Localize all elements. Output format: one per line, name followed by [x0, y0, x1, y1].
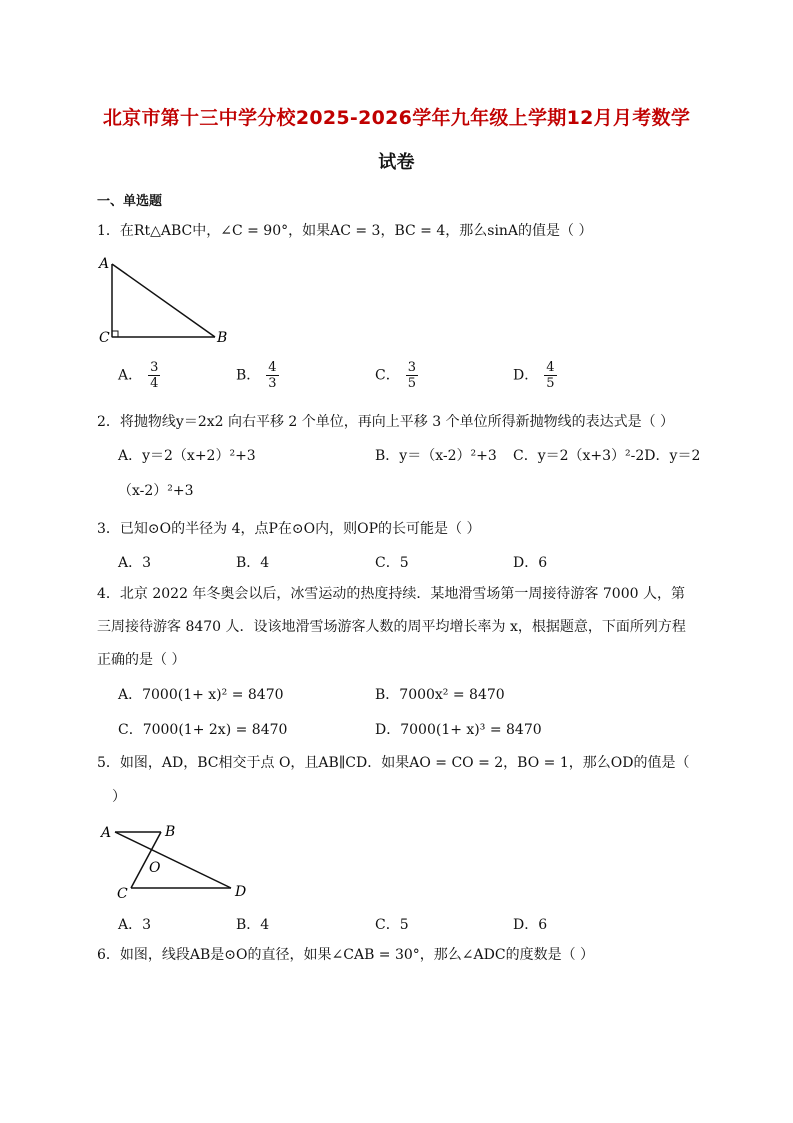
- q5-label-o: O: [149, 860, 161, 876]
- q5-stem-end: ）: [112, 789, 126, 805]
- q1-option-b[interactable]: B． $\frac{4}{3}$: [236, 360, 277, 391]
- q4-option-a[interactable]: A．7000(1+ x)² = 8470: [118, 687, 284, 703]
- q3-option-a[interactable]: A．3: [118, 555, 152, 571]
- q1-label-a: A: [99, 256, 110, 272]
- q1-label-b: B: [217, 330, 228, 346]
- q5-parallel-figure: [95, 818, 265, 903]
- q2-option-d-continued: （x-2）²+3: [118, 483, 194, 499]
- q5-label-c: C: [117, 886, 128, 902]
- q2-option-cd[interactable]: C．y＝2（x+3）²-2D．y＝2: [513, 448, 701, 464]
- q4-option-d[interactable]: D．7000(1+ x)³ = 8470: [375, 722, 542, 738]
- q4-option-b[interactable]: B．7000x² = 8470: [375, 687, 505, 703]
- q5-option-c[interactable]: C．5: [375, 917, 409, 933]
- q2-option-a[interactable]: A．y＝2（x+2）²+3: [118, 448, 256, 464]
- q1-triangle-figure: [95, 252, 245, 352]
- q5-label-a: A: [101, 825, 112, 841]
- exam-title-line1: 北京市第十三中学分校2025-2026学年九年级上学期12月月考数学: [102, 107, 691, 129]
- q3-option-c[interactable]: C．5: [375, 555, 409, 571]
- q1-option-d[interactable]: D． $\frac{4}{5}$: [513, 360, 555, 391]
- q1-option-a[interactable]: A． $\frac{3}{4}$: [118, 360, 159, 391]
- q1-label-c: C: [99, 330, 110, 346]
- q5-label-b: B: [165, 824, 176, 840]
- section-heading: 一、单选题: [97, 194, 163, 209]
- q1-stem: 1．在Rt△ABC中，∠C = 90°，如果AC = 3，BC = 4，那么sinA的值是（ ）: [97, 223, 593, 239]
- q3-option-d[interactable]: D．6: [513, 555, 548, 571]
- q5-option-a[interactable]: A．3: [118, 917, 152, 933]
- q2-stem: 2．将抛物线y＝2x2 向右平移 2 个单位，再向上平移 3 个单位所得新抛物线的表达式是（ ）: [97, 414, 675, 430]
- q1-option-c[interactable]: C． $\frac{3}{5}$: [375, 360, 416, 391]
- q6-stem: 6．如图，线段AB是⊙O的直径，如果∠CAB = 30°，那么∠ADC的度数是（ ）: [97, 947, 595, 963]
- q2-option-b[interactable]: B．y＝（x-2）²+3: [375, 448, 497, 464]
- q4-stem: 4．北京 2022 年冬奥会以后，冰雪运动的热度持续．某地滑雪场第一周接待游客 7000 人，第三周接待游客 8470 人．设该地滑雪场游客人数的周平均增长率为 x，根据题意，下面所列方程正确的是（ ）: [97, 586, 686, 668]
- q5-stem: 5．如图，AD，BC相交于点 O，且AB∥CD．如果AO = CO = 2，BO = 1，那么OD的值是（: [97, 755, 690, 771]
- q4-option-c[interactable]: C．7000(1+ 2x) = 8470: [118, 722, 288, 738]
- q5-option-d[interactable]: D．6: [513, 917, 548, 933]
- q3-option-b[interactable]: B．4: [236, 555, 270, 571]
- q5-label-d: D: [235, 884, 247, 900]
- exam-title-line2: 试卷: [378, 152, 415, 173]
- q5-option-b[interactable]: B．4: [236, 917, 270, 933]
- q3-stem: 3．已知⊙O的半径为 4，点P在⊙O内，则OP的长可能是（ ）: [97, 521, 481, 537]
